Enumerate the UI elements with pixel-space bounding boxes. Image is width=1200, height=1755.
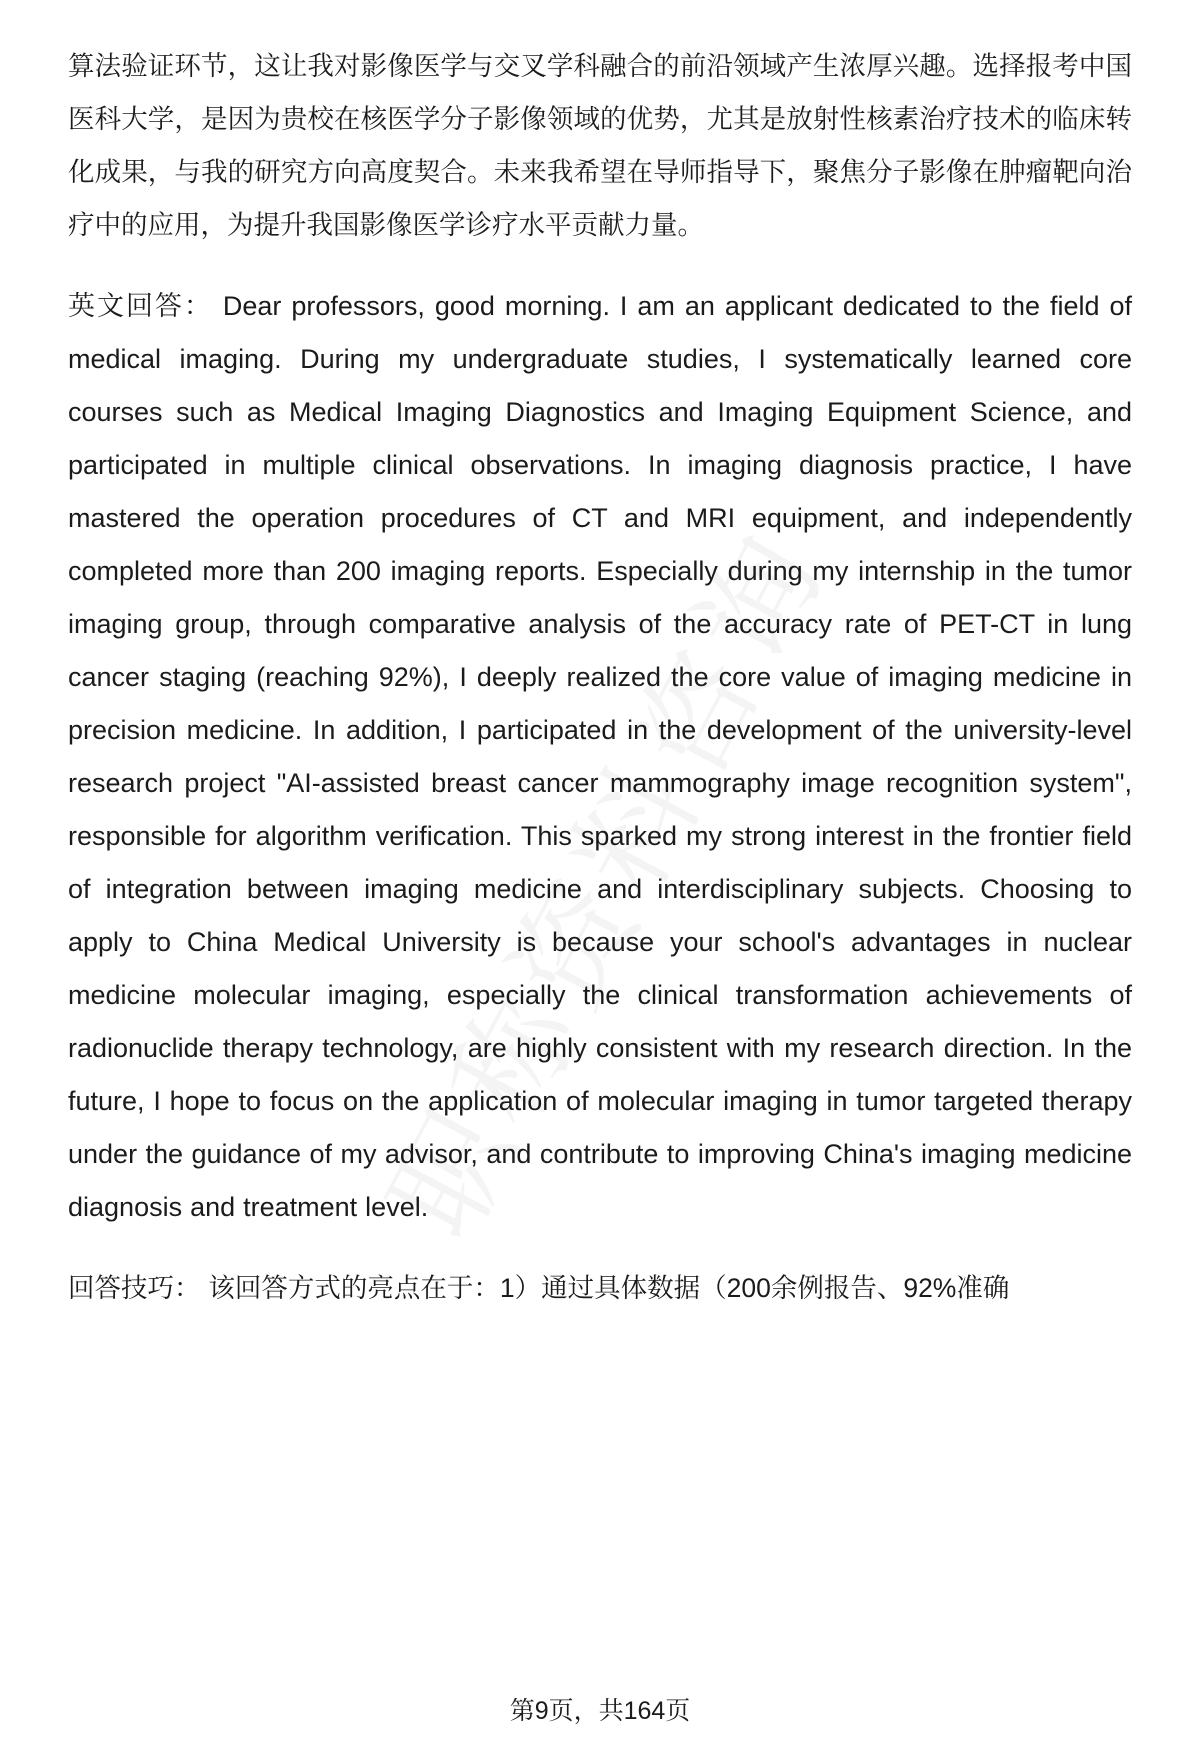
page-footer: 第9页，共164页 xyxy=(509,1697,691,1725)
paragraph-text: 算法验证环节，这让我对影像医学与交叉学科融合的前沿领域产生浓厚兴趣。选择报考中国医科大学，是因为贵校在核医学分子影像领域的优势，尤其是放射性核素治疗技术的临床转化成果，与我的研究方向高度契合。未来我希望在导师指导下，聚焦分子影像在肿瘤靶向治疗中的应用，为提升我国影像医学诊疗水平贡献力量。 xyxy=(68,51,1132,240)
english-answer-label: 英文回答： xyxy=(68,291,213,321)
answer-tips-label: 回答技巧： xyxy=(68,1273,201,1303)
paragraph-text: 该回答方式的亮点在于：1）通过具体数据（200余例报告、92%准确 xyxy=(208,1273,1010,1303)
paragraph-answer-tips xyxy=(68,1262,1132,1315)
paragraph-english-answer xyxy=(68,280,1132,1234)
paragraph-chinese-intro xyxy=(68,40,1132,252)
paragraph-text: Dear professors, good morning. I am an applicant dedicated to the field of medical imaging. During my undergraduate studies, I systematically learned core courses such as Medical Imaging Diagnostics and Imaging Equipment Science, and participated in multiple clinical observations. In imaging diagnosis practice, I have mastered the operation procedures of CT and MRI equipment, and independently completed more than 200 imaging reports. Especially during my internship in the tumor imaging group, through comparative analysis of the accuracy rate of PET-CT in lung cancer staging (reaching 92%), I deeply realized the core value of imaging medicine in precision medicine. In addition, I participated in the development of the university-level research project "AI-assisted breast cancer mammography image recognition system", responsible for algorithm verification. This sparked my strong interest in the frontier field of integration between imaging medicine and interdisciplinary subjects. Choosing to apply to China Medical University is because your school's advantages in nuclear medicine molecular imaging, especially the clinical transformation achievements of radionuclide therapy technology, are highly consistent with my research direction. In the future, I hope to focus on the application of molecular imaging in tumor targeted therapy under the guidance of my advisor, and contribute to improving China's imaging medicine diagnosis and treatment level. xyxy=(68,291,1132,1222)
document-content xyxy=(68,40,1132,1315)
